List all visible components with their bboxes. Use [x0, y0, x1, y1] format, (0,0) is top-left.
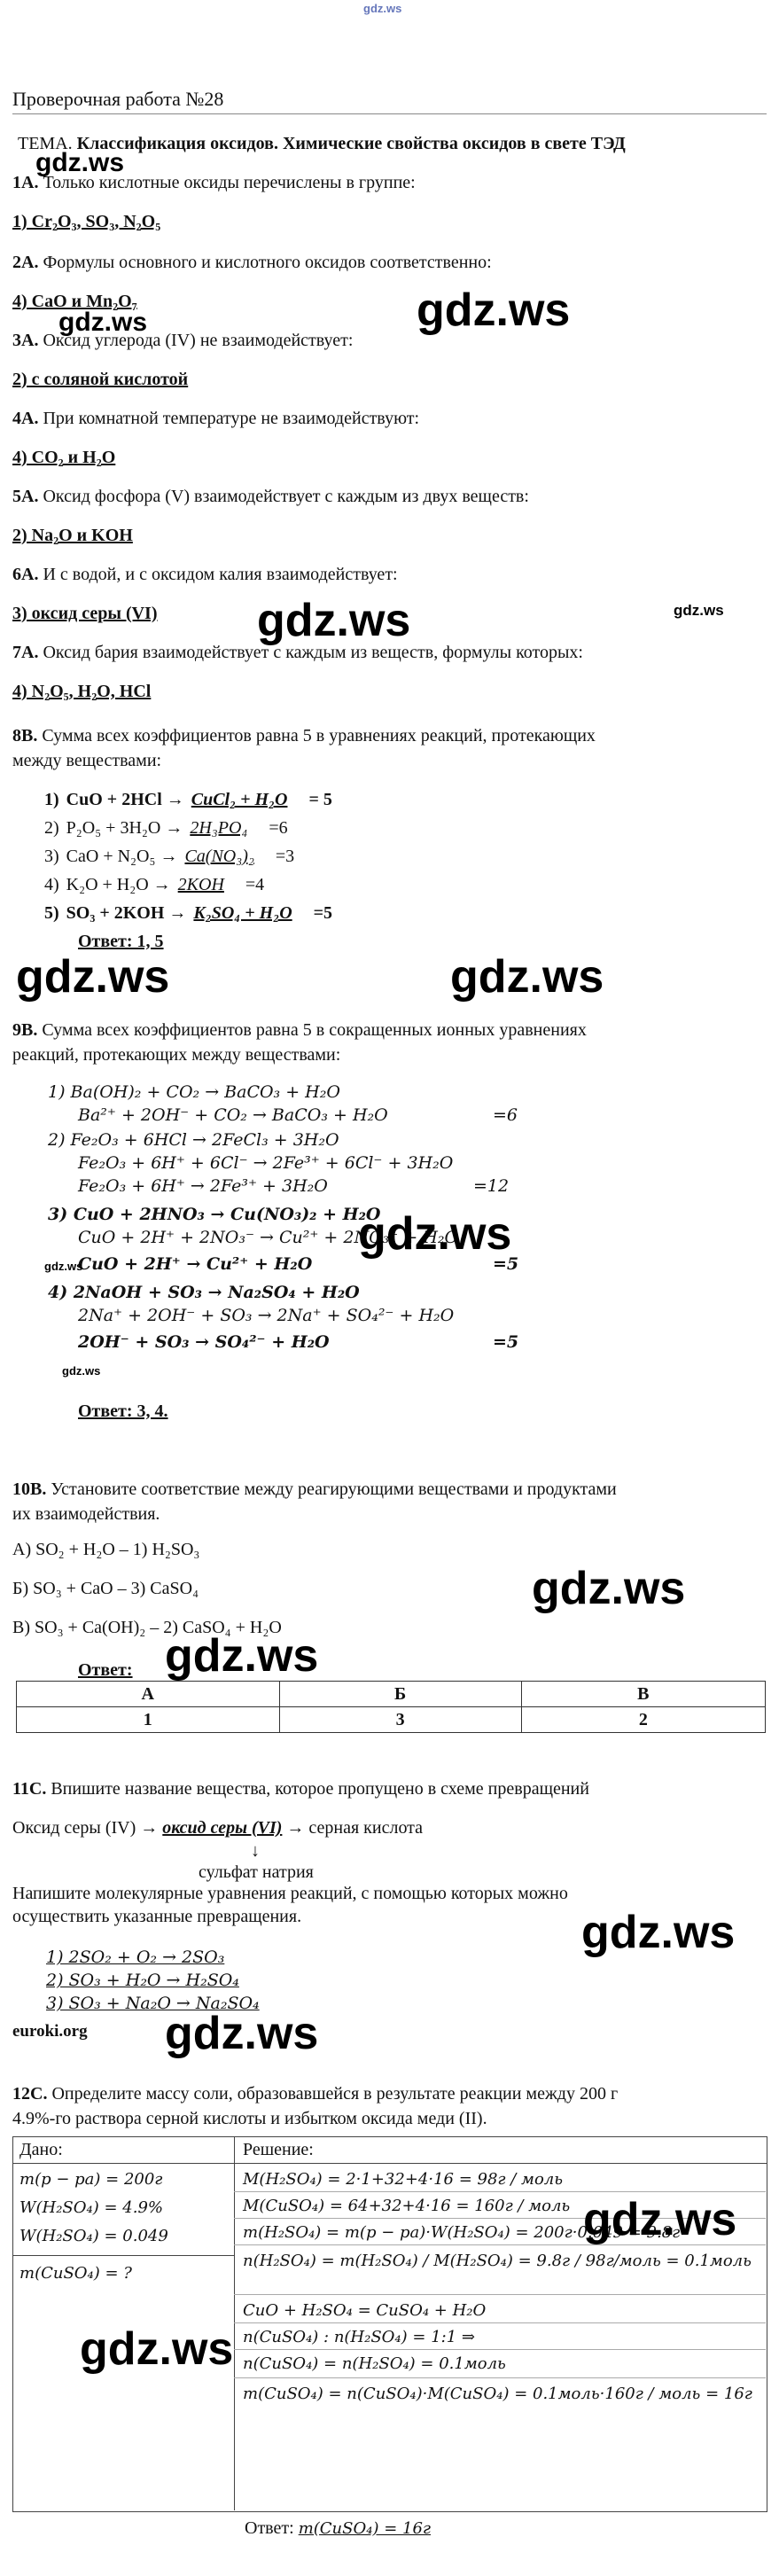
q12-given-1: m(p − pa) = 200г: [19, 2170, 163, 2189]
q12-solution-step: m(H₂SO₄) = m(p − pa)·W(H₂SO₄) = 200г·0.049 = 9.8г: [243, 2223, 681, 2242]
q10-value-b: 3: [279, 1707, 521, 1733]
watermark: gdz.ws: [165, 1630, 319, 1682]
watermark: gdz.ws: [450, 951, 604, 1003]
q12-given-find-line: [12, 2255, 234, 2256]
q11-scheme-end: → серная кислота: [286, 1818, 424, 1838]
page-title: Проверочная работа №28: [12, 88, 224, 110]
q11-equation-2: 2) SO₃ + H₂O → H₂SO₄: [46, 1971, 239, 1990]
q12-given-label: Дано:: [19, 2140, 63, 2159]
q10-number: 10В.: [12, 1479, 47, 1499]
q9-text: [12, 1019, 587, 1041]
watermark: gdz.ws: [58, 308, 148, 337]
question-text: Оксид углерода (IV) не взаимодействует:: [43, 331, 354, 350]
q8-equation-row: [44, 846, 301, 867]
watermark: gdz.ws: [358, 1208, 512, 1260]
q8-row-products: 2H₃PO₄: [190, 818, 248, 838]
q8-text: [12, 725, 596, 746]
q12-header-line: [12, 2163, 767, 2164]
q8-row-number: 2): [44, 818, 59, 838]
watermark: gdz.ws: [532, 1563, 686, 1614]
q9-equation-line: Ba²⁺ + 2OH⁻ + CO₂ → BaCO₃ + H₂O: [78, 1105, 388, 1125]
q9-line-sum: =12: [473, 1176, 510, 1196]
watermark: gdz.ws: [674, 602, 724, 619]
q8-row-reactants: P₂O₅ + 3H₂O →: [66, 818, 183, 838]
question-4-text: [12, 408, 419, 429]
q8-row-products: K₂SO₄ + H₂O: [193, 903, 292, 923]
q9-equation-line: 4) 2NaOH + SO₃ → Na₂SO₄ + H₂O: [48, 1283, 360, 1302]
q11-text-line2: Напишите молекулярные уравнения реакций, с помощью которых можно: [12, 1884, 568, 1903]
q11-equation-3: 3) SO₃ + Na₂O → Na₂SO₄: [46, 1994, 260, 2013]
q12-solution-step: M(CuSO₄) = 64+32+4·16 = 160г / моль: [243, 2197, 571, 2215]
question-number: 2А.: [12, 253, 39, 272]
q12-solution-step: n(CuSO₄) : n(H₂SO₄) = 1:1 ⇒: [243, 2328, 475, 2346]
q8-row-sum: =6: [269, 818, 288, 838]
question-1-answer: 1) Cr₂O₃, SO₃, N₂O₅: [12, 212, 161, 231]
topic-text: Классификация оксидов. Химические свойства оксидов в свете ТЭД: [76, 134, 626, 153]
q12-answer-line: [245, 2517, 431, 2539]
topic-prefix: ТЕМА.: [18, 134, 73, 153]
q8-row-sum: =4: [245, 875, 265, 894]
q9-equation-line: 2) Fe₂O₃ + 6HCl → 2FeCl₃ + 3H₂O: [48, 1130, 339, 1150]
q12-given-3: W(H₂SO₄) = 0.049: [19, 2227, 168, 2245]
question-4-answer: 4) CO₂ и H₂O: [12, 448, 116, 467]
q8-equation-row: [44, 902, 339, 924]
q8-row-number: 5): [44, 903, 59, 923]
watermark: gdz.ws: [417, 285, 571, 336]
q12-row-line: [234, 2322, 766, 2323]
source-label: euroki.org: [12, 2022, 88, 2041]
q8-row-sum: =5: [313, 903, 333, 923]
q9-equation-line: 1) Ba(OH)₂ + CO₂ → BaCO₃ + H₂O: [48, 1082, 340, 1102]
q9-equation-line: 2Na⁺ + 2OH⁻ + SO₃ → 2Na⁺ + SO₄²⁻ + H₂O: [78, 1306, 455, 1325]
q12-row-line: [234, 2294, 766, 2295]
q8-row-products: CuCl₂ + H₂O: [191, 790, 288, 809]
q11-text: [12, 1778, 589, 1799]
q12-number: 12С.: [12, 2084, 48, 2104]
question-text: Оксид бария взаимодействует с каждым из веществ, формулы которых:: [43, 643, 583, 662]
watermark: gdz.ws: [35, 148, 125, 177]
q8-equation-row: [44, 789, 339, 810]
question-3-answer: 2) с соляной кислотой: [12, 370, 189, 389]
q9-line-sum: =6: [493, 1105, 518, 1125]
q12-text-line1: Определите массу соли, образовавшейся в результате реакции между 200 г: [51, 2084, 619, 2104]
q11-scheme: [12, 1817, 423, 1838]
q8-row-reactants: CaO + N₂O₅ →: [66, 847, 178, 866]
q9-equation-line: Fe₂O₃ + 6H⁺ → 2Fe³⁺ + 3H₂O: [78, 1176, 328, 1196]
question-text: И с водой, и с оксидом калия взаимодействует:: [43, 565, 398, 584]
question-5-answer: 2) Na₂O и KOH: [12, 526, 133, 545]
watermark: gdz.ws: [165, 2008, 319, 2059]
q12-solution-step: CuO + H₂SO₄ = CuSO₄ + H₂O: [243, 2301, 487, 2320]
q11-scheme-branch: сульфат натрия: [199, 1862, 314, 1882]
q9-number: 9В.: [12, 1020, 38, 1040]
watermark: gdz.ws: [16, 951, 170, 1003]
q9-equation-line: CuO + 2H⁺ → Cu²⁺ + H₂O: [78, 1254, 313, 1274]
q10-value-a: 1: [17, 1707, 280, 1733]
top-watermark: gdz.ws: [363, 2, 402, 15]
q8-equation-row: [44, 874, 271, 895]
q8-row-sum: =3: [275, 847, 295, 866]
q11-scheme-answer: оксид серы (VI): [162, 1818, 283, 1838]
question-text: Только кислотные оксиды перечислены в группе:: [43, 173, 416, 192]
q10-header-b: Б: [279, 1682, 521, 1707]
question-number: 7А.: [12, 643, 39, 662]
q10-item-a: А) SO₂ + H₂O – 1) H₂SO₃: [12, 1540, 200, 1559]
q12-solution-label: Решение:: [243, 2140, 314, 2159]
q9-line-sum: =5: [493, 1332, 519, 1352]
q10-header-a: А: [17, 1682, 280, 1707]
question-number: 5А.: [12, 487, 39, 506]
q11-scheme-start: Оксид серы (IV) →: [12, 1818, 159, 1838]
question-6-answer: 3) оксид серы (VI): [12, 604, 158, 623]
q10-answer-table: [16, 1681, 766, 1733]
watermark: gdz.ws: [62, 1364, 101, 1378]
q8-row-reactants: K₂O + H₂O →: [66, 875, 171, 894]
watermark: gdz.ws: [80, 2323, 234, 2375]
q9-equation-line: 2OH⁻ + SO₃ → SO₄²⁻ + H₂O: [78, 1332, 330, 1352]
q10-value-v: 2: [521, 1707, 765, 1733]
q10-item-v: В) SO₃ + Ca(OH)₂ – 2) CaSO₄ + H₂O: [12, 1618, 282, 1637]
q12-find: m(CuSO₄) = ?: [19, 2264, 132, 2283]
q12-solution-step: n(CuSO₄) = n(H₂SO₄) = 0.1моль: [243, 2354, 506, 2373]
q12-answer-label: Ответ:: [245, 2518, 294, 2538]
q8-row-reactants: SO₃ + 2KOH →: [66, 903, 187, 923]
q10-text-line1: Установите соответствие между реагирующими веществами и продуктами: [51, 1479, 617, 1499]
question-number: 4А.: [12, 409, 39, 428]
q12-row-line: [234, 2191, 766, 2192]
q9-line-sum: =5: [493, 1254, 519, 1274]
q10-table-header-row: [17, 1682, 766, 1707]
q10-table-value-row: [17, 1707, 766, 1733]
q11-text-line1: Впишите название вещества, которое пропущено в схеме превращений: [51, 1779, 589, 1799]
q10-text-line2: их взаимодействия.: [12, 1504, 160, 1524]
q10-text: [12, 1479, 617, 1500]
q9-equation-line: CuO + 2H⁺ + 2NO₃⁻ → Cu²⁺ + 2NO₃⁻ + H₂O: [78, 1228, 459, 1247]
q11-equation-1: 1) 2SO₂ + O₂ → 2SO₃: [46, 1948, 225, 1967]
q9-text-line2: реакций, протекающих между веществами:: [12, 1045, 341, 1065]
q8-text-line1: Сумма всех коэффициентов равна 5 в уравнениях реакций, протекающих: [42, 726, 596, 745]
q12-text: [12, 2083, 618, 2104]
q12-row-line: [234, 2377, 766, 2378]
q12-solution-step: n(H₂SO₄) = m(H₂SO₄) / M(H₂SO₄) = 9.8г / 98г/моль = 0.1моль: [243, 2252, 752, 2270]
question-text: При комнатной температуре не взаимодействуют:: [43, 409, 420, 428]
q12-solution-step: M(H₂SO₄) = 2·1+32+4·16 = 98г / моль: [243, 2170, 564, 2189]
q8-number: 8В.: [12, 726, 38, 745]
question-text: Оксид фосфора (V) взаимодействует с каждым из двух веществ:: [43, 487, 529, 506]
q10-item-b: Б) SO₃ + CaO – 3) CaSO₄: [12, 1579, 199, 1598]
q12-row-line: [234, 2349, 766, 2350]
q12-given-2: W(H₂SO₄) = 4.9%: [19, 2198, 164, 2217]
q8-row-products: Ca(NO₃)₂: [184, 847, 254, 866]
question-number: 3А.: [12, 331, 39, 350]
q9-equation-line: Fe₂O₃ + 6H⁺ + 6Cl⁻ → 2Fe³⁺ + 6Cl⁻ + 3H₂O: [78, 1153, 454, 1173]
q8-row-number: 1): [44, 790, 59, 809]
question-5-text: [12, 486, 529, 507]
question-text: Формулы основного и кислотного оксидов соответственно:: [43, 253, 492, 272]
q8-row-products: 2KOH: [177, 875, 224, 894]
question-7-answer: 4) N₂O₅, H₂O, HCl: [12, 682, 152, 701]
q11-number: 11С.: [12, 1779, 47, 1799]
q8-equation-row: [44, 817, 295, 839]
q12-solution-step: m(CuSO₄) = n(CuSO₄)·M(CuSO₄) = 0.1моль·160г / моль = 16г: [243, 2385, 752, 2403]
q12-text-line2: 4.9%-го раствора серной кислоты и избытком оксида меди (II).: [12, 2109, 487, 2128]
watermark: gdz.ws: [44, 1260, 83, 1273]
q8-text-line2: между веществами:: [12, 751, 162, 770]
q12-answer-value: m(CuSO₄) = 16г: [298, 2519, 431, 2538]
q8-row-reactants: CuO + 2HCl →: [66, 790, 184, 809]
q9-answer: Ответ: 3, 4.: [78, 1401, 168, 1421]
q8-row-sum: = 5: [308, 790, 332, 809]
question-number: 1А.: [12, 173, 39, 192]
q10-answer-label: Ответ:: [78, 1660, 133, 1680]
q9-text-line1: Сумма всех коэффициентов равна 5 в сокращенных ионных уравнениях: [42, 1020, 587, 1040]
q11-arrow-down: ↓: [251, 1841, 260, 1861]
q8-answer: Ответ: 1, 5: [78, 932, 164, 951]
q9-equation-line: 3) CuO + 2HNO₃ → Cu(NO₃)₂ + H₂O: [48, 1205, 381, 1224]
q10-header-v: В: [521, 1682, 765, 1707]
title-divider: [12, 113, 767, 114]
question-2-text: [12, 252, 492, 273]
watermark: gdz.ws: [583, 2194, 737, 2245]
q12-table-divider: [234, 2136, 235, 2510]
q8-row-number: 4): [44, 875, 59, 894]
watermark: gdz.ws: [581, 1907, 736, 1958]
question-6-text: [12, 564, 398, 585]
q8-row-number: 3): [44, 847, 59, 866]
watermark: gdz.ws: [257, 595, 411, 646]
question-number: 6А.: [12, 565, 39, 584]
q11-text-line3: осуществить указанные превращения.: [12, 1907, 302, 1926]
question-2-answer: 4) CaO и Mn₂O₇: [12, 292, 137, 311]
